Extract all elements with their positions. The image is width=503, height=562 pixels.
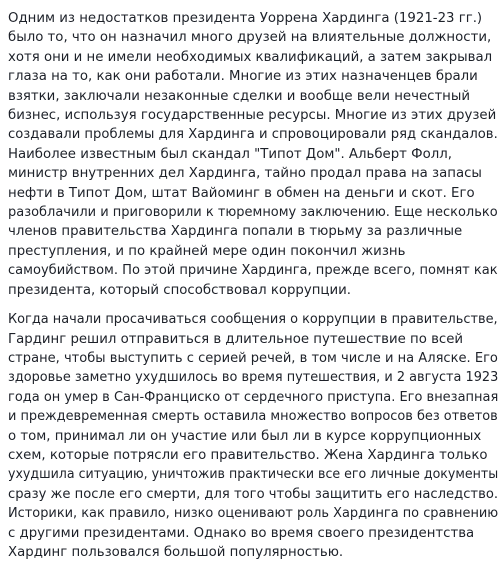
text-line: ухудшила ситуацию, уничтожив практически все его личные документы bbox=[8, 467, 499, 483]
text-line: создавали проблемы для Хардинга и спровоцировали ряд скандалов. bbox=[8, 127, 498, 143]
post-paragraph bbox=[8, 310, 498, 562]
text-line: членов правительства Хардинга попали в тюрьму за различные bbox=[8, 224, 463, 240]
text-line: разоблачили и приговорили к тюремному заключению. Еще несколько bbox=[8, 205, 498, 221]
text-line: министр внутренних дел Хардинга, тайно продал права на запасы bbox=[8, 166, 482, 182]
text-line: Гардинг решил отправиться в длительное путешествие по всей bbox=[8, 331, 464, 347]
text-line: взятки, заключали незаконные сделки и вообще вели нечестный bbox=[8, 88, 471, 104]
text-line: президента, который способствовал коррупции. bbox=[8, 282, 351, 298]
text-line: схем, которые потрясли его правительство. Жена Хардинга только bbox=[8, 447, 488, 463]
text-line: сразу же после его смерти, для того чтобы защитить его наследство. bbox=[8, 486, 499, 502]
text-line: о том, принимал ли он участие или был ли в курсе коррупционных bbox=[8, 428, 482, 444]
text-line: и преждевременная смерть оставила множество вопросов без ответов bbox=[8, 409, 498, 425]
text-line: нефти в Типот Дом, штат Вайоминг в обмен на деньги и скот. Его bbox=[8, 185, 475, 201]
text-line: Хардинг пользовался большой популярностью. bbox=[8, 544, 344, 560]
text-line: с другими президентами. Однако во время своего президентства bbox=[8, 525, 475, 541]
post-paragraph bbox=[8, 9, 498, 300]
post-text bbox=[8, 9, 498, 562]
text-line: бизнес, используя государственные ресурсы. Многие из этих друзей bbox=[8, 108, 497, 124]
text-line: Когда начали просачиваться сообщения о коррупции в правительстве, bbox=[8, 312, 498, 328]
text-line: Одним из недостатков президента Уоррена Хардинга (1921-23 гг.) bbox=[8, 11, 483, 26]
text-line: преступления, и по крайней мере один покончил жизнь bbox=[8, 243, 406, 259]
text-line: года он умер в Сан-Франциско от сердечного приступа. Его внезапная bbox=[8, 389, 499, 405]
text-line: было то, что он назначил много друзей на влиятельные должности, bbox=[8, 30, 492, 46]
text-line: Наиболее известным был скандал "Типот Дом". Альберт Фолл, bbox=[8, 146, 452, 162]
text-line: глаза на то, как они работали. Многие из этих назначенцев брали bbox=[8, 69, 478, 85]
text-line: стране, чтобы выступить с серией речей, в том числе и на Аляске. Его bbox=[8, 350, 498, 366]
text-line: здоровье заметно ухудшилось во время путешествия, и 2 августа 1923 bbox=[8, 370, 499, 386]
text-line: самоубийством. По этой причине Хардинга, прежде всего, помнят как bbox=[8, 263, 498, 279]
text-line: Историки, как правило, низко оценивают роль Хардинга по сравнению bbox=[8, 506, 499, 522]
text-line: хотя они и не имели необходимых квалификаций, а затем закрывал bbox=[8, 49, 493, 65]
